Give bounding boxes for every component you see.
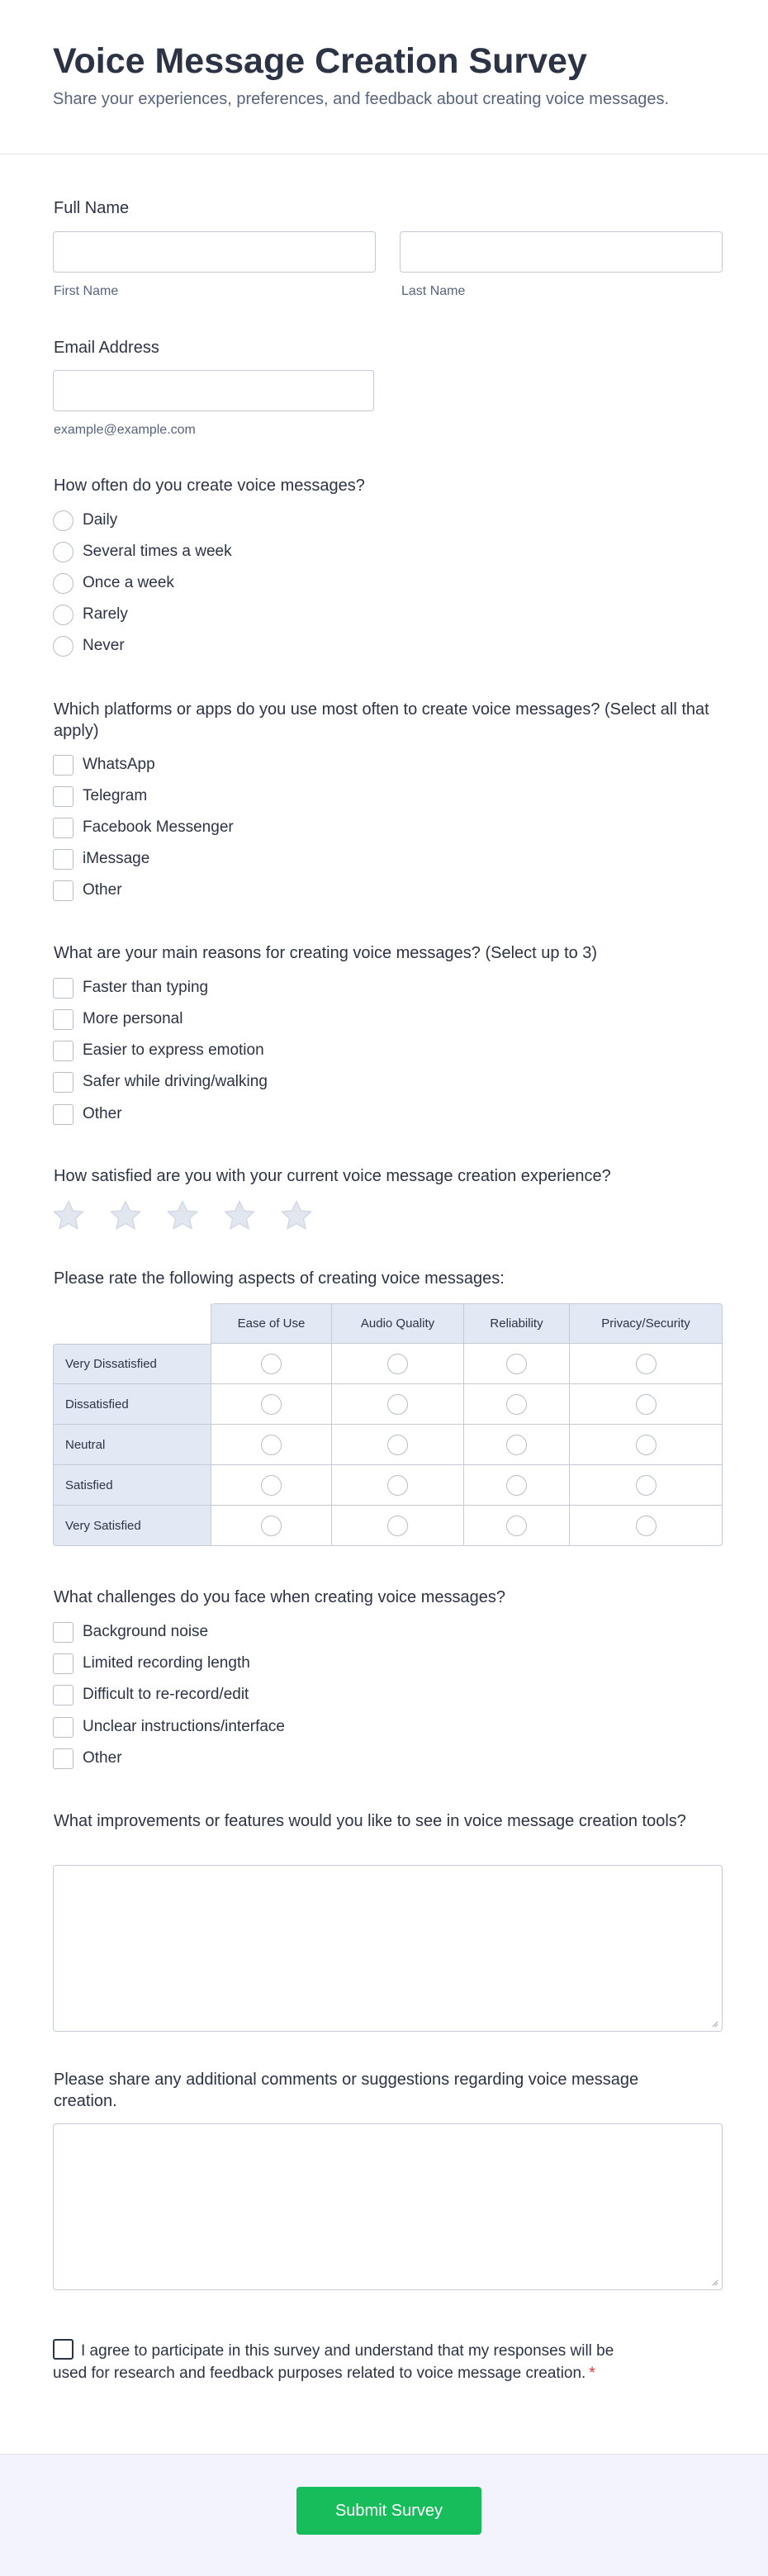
matrix-radio[interactable] [506, 1516, 527, 1536]
platforms-option[interactable]: Telegram [53, 785, 147, 807]
reasons-option[interactable]: Other [53, 1103, 122, 1125]
matrix-column-header: Audio Quality [332, 1303, 464, 1344]
matrix-radio[interactable] [261, 1435, 282, 1455]
challenges-option[interactable]: Other [53, 1748, 122, 1769]
matrix-radio[interactable] [506, 1475, 527, 1496]
platforms-option[interactable]: Other [53, 880, 122, 901]
star-icon[interactable] [50, 1198, 87, 1238]
star-icon[interactable] [278, 1198, 315, 1238]
platforms-option[interactable]: Facebook Messenger [53, 817, 234, 838]
frequency-option[interactable]: Several times a week [53, 541, 232, 562]
checkbox[interactable] [53, 786, 73, 807]
checkbox[interactable] [53, 755, 73, 776]
matrix-row-label: Very Dissatisfied [53, 1344, 211, 1384]
radio-button[interactable] [53, 510, 73, 531]
star-icon[interactable] [164, 1198, 201, 1238]
matrix-row-label: Dissatisfied [53, 1384, 211, 1425]
form-subtitle: Share your experiences, preferences, and feedback about creating voice messages. [53, 90, 669, 108]
matrix-radio[interactable] [387, 1394, 408, 1415]
platforms-option[interactable]: WhatsApp [53, 754, 155, 776]
submit-button[interactable]: Submit Survey [296, 2487, 481, 2535]
comments-textarea[interactable] [53, 2123, 723, 2290]
challenges-option[interactable]: Limited recording length [53, 1653, 250, 1674]
checkbox[interactable] [53, 1717, 73, 1738]
radio-button[interactable] [53, 605, 73, 625]
frequency-option[interactable]: Daily [53, 510, 117, 531]
matrix-radio[interactable] [261, 1516, 282, 1536]
matrix-radio[interactable] [636, 1354, 657, 1374]
challenges-option[interactable]: Unclear instructions/interface [53, 1716, 285, 1738]
challenges-option[interactable]: Background noise [53, 1621, 208, 1643]
comments-question: Please share any additional comments or suggestions regarding voice message creation. [54, 2071, 639, 2110]
frequency-option[interactable]: Rarely [53, 604, 128, 625]
resize-handle-icon[interactable] [710, 2019, 718, 2028]
matrix-radio[interactable] [387, 1516, 408, 1536]
consent-label: I agree to participate in this survey and understand that my responses will be used for research and feedback purposes related to voice message creation. [53, 2342, 614, 2382]
matrix-row-label: Very Satisfied [53, 1506, 211, 1546]
checkbox[interactable] [53, 1041, 73, 1061]
matrix-radio[interactable] [506, 1435, 527, 1455]
star-icon[interactable] [107, 1198, 144, 1238]
matrix-column-header: Ease of Use [211, 1303, 332, 1344]
checkbox[interactable] [53, 1685, 73, 1705]
challenges-option[interactable]: Difficult to re-record/edit [53, 1684, 249, 1705]
frequency-question: How often do you create voice messages? [54, 477, 365, 495]
checkbox[interactable] [53, 818, 73, 838]
radio-button[interactable] [53, 542, 73, 562]
matrix-question: Please rate the following aspects of creating voice messages: [54, 1269, 505, 1288]
matrix-radio[interactable] [387, 1475, 408, 1496]
checkbox[interactable] [53, 880, 73, 901]
matrix-radio[interactable] [261, 1394, 282, 1415]
matrix-radio[interactable] [261, 1475, 282, 1496]
matrix-radio[interactable] [636, 1516, 657, 1536]
reasons-option[interactable]: Safer while driving/walking [53, 1071, 268, 1093]
star-icon[interactable] [221, 1198, 258, 1238]
required-mark: * [589, 2365, 595, 2382]
email-input[interactable] [53, 370, 374, 411]
platforms-option[interactable]: iMessage [53, 848, 149, 870]
reasons-option[interactable]: More personal [53, 1008, 183, 1030]
matrix-radio[interactable] [387, 1435, 408, 1455]
rating-matrix [53, 1303, 723, 1546]
matrix-radio[interactable] [506, 1394, 527, 1415]
matrix-row [53, 1344, 723, 1384]
last-name-sublabel: Last Name [401, 284, 466, 298]
radio-button[interactable] [53, 636, 73, 657]
improvements-question: What improvements or features would you like to see in voice message creation tools? [54, 1812, 686, 1830]
matrix-radio[interactable] [506, 1354, 527, 1374]
first-name-sublabel: First Name [54, 284, 119, 298]
matrix-row [53, 1425, 723, 1465]
checkbox[interactable] [53, 1622, 73, 1643]
full-name-label: Full Name [54, 199, 130, 217]
checkbox[interactable] [53, 849, 73, 870]
checkbox[interactable] [53, 1009, 73, 1030]
resize-handle-icon[interactable] [710, 2278, 718, 2286]
satisfaction-question: How satisfied are you with your current voice message creation experience? [54, 1167, 611, 1185]
reasons-question: What are your main reasons for creating voice messages? (Select up to 3) [54, 944, 598, 962]
email-label: Email Address [54, 339, 159, 357]
frequency-option[interactable]: Never [53, 635, 125, 657]
matrix-column-header: Reliability [464, 1303, 570, 1344]
checkbox[interactable] [53, 1653, 73, 1674]
consent-checkbox[interactable] [53, 2339, 73, 2360]
email-sublabel: example@example.com [54, 423, 196, 437]
matrix-radio[interactable] [387, 1354, 408, 1374]
matrix-radio[interactable] [261, 1354, 282, 1374]
challenges-question: What challenges do you face when creating voice messages? [54, 1588, 505, 1606]
first-name-input[interactable] [53, 231, 376, 273]
consent-field[interactable] [53, 2339, 647, 2384]
frequency-option[interactable]: Once a week [53, 572, 174, 594]
last-name-input[interactable] [400, 231, 723, 273]
matrix-radio[interactable] [636, 1394, 657, 1415]
improvements-textarea[interactable] [53, 1865, 723, 2032]
checkbox[interactable] [53, 1104, 73, 1125]
form-title: Voice Message Creation Survey [53, 41, 587, 81]
matrix-row-label: Satisfied [53, 1465, 211, 1506]
matrix-row [53, 1506, 723, 1546]
checkbox[interactable] [53, 1748, 73, 1769]
matrix-header-row [53, 1303, 723, 1344]
matrix-row [53, 1465, 723, 1506]
radio-button[interactable] [53, 573, 73, 594]
reasons-option[interactable]: Faster than typing [53, 977, 208, 999]
matrix-row [53, 1384, 723, 1425]
matrix-radio[interactable] [636, 1475, 657, 1496]
reasons-option[interactable]: Easier to express emotion [53, 1040, 264, 1061]
platforms-question: Which platforms or apps do you use most often to create voice messages? (Select all that apply) [54, 700, 709, 740]
matrix-row-label: Neutral [53, 1425, 211, 1465]
checkbox[interactable] [53, 978, 73, 999]
checkbox[interactable] [53, 1072, 73, 1093]
matrix-radio[interactable] [636, 1435, 657, 1455]
matrix-corner [53, 1303, 211, 1344]
matrix-column-header: Privacy/Security [570, 1303, 723, 1344]
